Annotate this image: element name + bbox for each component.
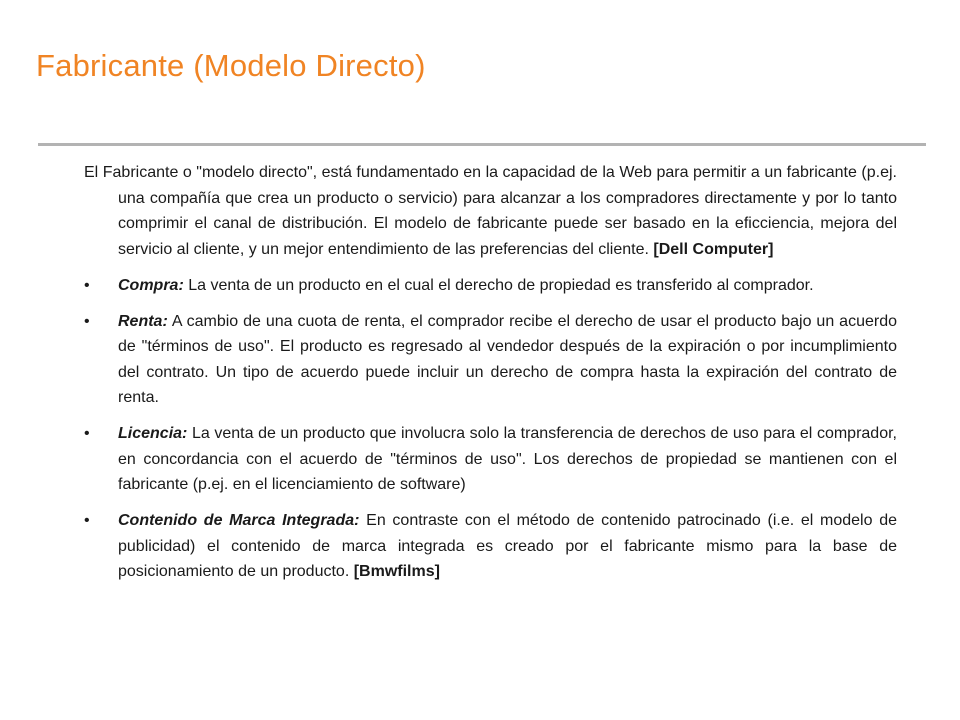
bullet-text: La venta de un producto en el cual el derecho de propiedad es transferido al comprador. xyxy=(183,276,814,294)
bullet-reference: [Bmwfilms] xyxy=(353,563,440,580)
bullet-term: Compra: xyxy=(118,276,184,294)
slide-title: Fabricante (Modelo Directo) xyxy=(36,48,426,83)
bullet-item-renta xyxy=(84,309,897,411)
bullet-marker: • xyxy=(84,512,90,529)
bullet-item-licencia xyxy=(84,421,897,498)
bullet-term: Renta: xyxy=(118,312,168,330)
bullet-text: En contraste con el método de contenido patrocinado (i.e. el modelo de publicidad) el contenido de marca integrada es creado por el fabricante mismo para la base de posicionamiento de un producto. xyxy=(118,512,897,580)
bullet-marker: • xyxy=(84,276,90,294)
intro-text: El Fabricante o "modelo directo", está fundamentado en la capacidad de la Web para permitir a un fabricante (p.ej. una compañía que crea un producto o servicio) para alcanzar a los compradores directamente y por lo tanto comprimir el canal de distribución. El modelo de fabricante puede ser basado en la eficciencia, mejora del servicio al cliente, y un mejor entendimiento de las preferencias del cliente. xyxy=(84,164,897,258)
bullet-term: Licencia: xyxy=(118,425,188,442)
bullet-item-compra xyxy=(84,273,897,299)
bullet-marker: • xyxy=(84,425,90,442)
bullet-text: A cambio de una cuota de renta, el comprador recibe el derecho de usar el producto bajo un acuerdo de "términos de uso". El producto es regresado al vendedor después de la expiración o por incumplimiento del contrato. Un tipo de acuerdo puede incluir un derecho de compra hasta la expiración del contrato de renta. xyxy=(118,312,897,406)
bullet-text: La venta de un producto que involucra solo la transferencia de derechos de uso para el comprador, en concordancia con el acuerdo de "términos de uso". Los derechos de propiedad se mantienen con el fabricante (p.ej. en el licenciamiento de software) xyxy=(118,425,897,493)
bullet-term: Contenido de Marca Integrada: xyxy=(118,512,360,529)
intro-paragraph xyxy=(84,160,897,262)
title-divider xyxy=(38,143,926,146)
intro-reference: [Dell Computer] xyxy=(653,240,774,258)
bullet-item-contenido-marca xyxy=(84,508,897,585)
bullet-marker: • xyxy=(84,312,90,330)
slide-body xyxy=(84,160,897,595)
